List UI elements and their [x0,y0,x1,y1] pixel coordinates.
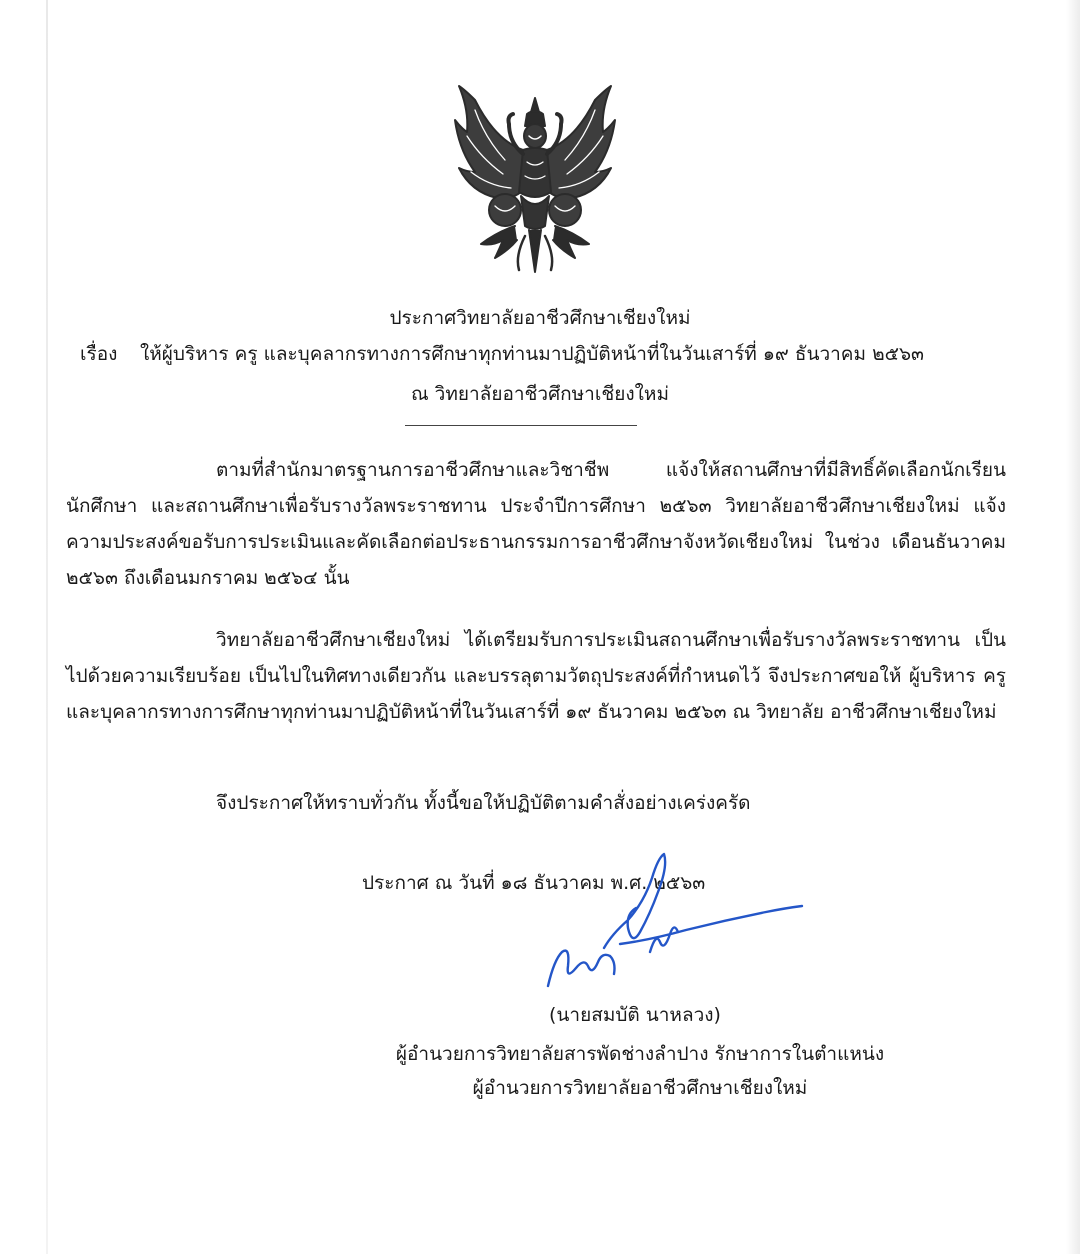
body-paragraph-2: วิทยาลัยอาชีวศึกษาเชียงใหม่ ได้เตรียมรับการประเมินสถานศึกษาเพื่อรับรางวัลพระราชทาน เป็นไปด้วยความเรียบร้อย เป็นไปในทิศทางเดียวกัน และบรรลุตามวัตถุประสงค์ที่กำหนดไว้ จึงประกาศขอให้ ผู้บริหาร ครู และบุคลากรทางการศึกษาทุกท่านมาปฏิบัติหน้าที่ในวันเสาร์ที่ ๑๙ ธันวาคม ๒๕๖๓ ณ วิทยาลัย อาชีวศึกษาเชียงใหม่ [66,629,1006,723]
signer-position-1: ผู้อำนวยการวิทยาลัยสารพัดช่างลำปาง รักษาการในตำแหน่ง [395,1043,885,1065]
body-paragraph-3: จึงประกาศให้ทราบทั่วกัน ทั้งนี้ขอให้ปฏิบัติตามคำสั่งอย่างเคร่งครัด [216,792,751,814]
subject-location: ณ วิทยาลัยอาชีวศึกษาเชียงใหม่ [411,383,669,405]
body-paragraph-1: ตามที่สำนักมาตรฐานการอาชีวศึกษาและวิชาชีพ แจ้งให้สถานศึกษาที่มีสิทธิ์คัดเลือกนักเรียน นักศึกษา และสถานศึกษาเพื่อรับรางวัลพระราชทาน ประจำปีการศึกษา ๒๕๖๓ วิทยาลัยอาชีวศึกษาเชียงใหม่ แจ้งความประสงค์ขอรับการประเมินและคัดเลือกต่อประธานกรรมการอาชีวศึกษาจังหวัดเชียงใหม่ ในช่วง เดือนธันวาคม ๒๕๖๓ ถึงเดือนมกราคม ๒๕๖๔ นั้น [66,459,1006,589]
heading-divider [405,425,637,426]
page-edge-left [46,0,48,1254]
announcement-subject [80,341,1020,367]
announcement-title: ประกาศวิทยาลัยอาชีวศึกษาเชียงใหม่ [389,307,691,329]
garuda-emblem-icon [445,80,625,280]
handwritten-signature [540,848,810,998]
announcement-date: ประกาศ ณ วันที่ ๑๘ ธันวาคม พ.ศ. ๒๕๖๓ [362,872,706,894]
signer-position-2: ผู้อำนวยการวิทยาลัยอาชีวศึกษาเชียงใหม่ [472,1077,808,1099]
subject-text: ให้ผู้บริหาร ครู และบุคลากรทางการศึกษาทุกท่านมาปฏิบัติหน้าที่ในวันเสาร์ที่ ๑๙ ธันวาคม ๒๕๖๓ [140,343,925,365]
signer-name: (นายสมบัติ นาหลวง) [549,1004,721,1026]
subject-label: เรื่อง [80,343,118,365]
